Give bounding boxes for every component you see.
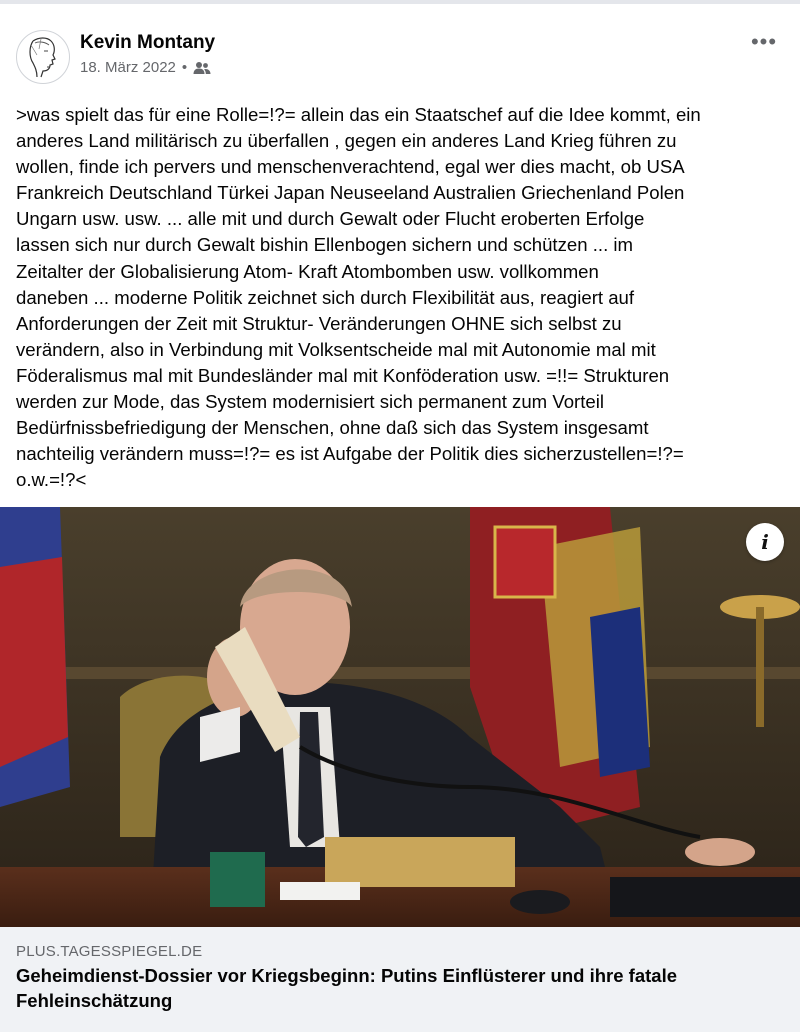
author-name[interactable]: Kevin Montany [80, 32, 216, 53]
meta-separator: • [181, 59, 188, 76]
avatar[interactable] [16, 30, 70, 84]
post-date[interactable]: 18. März 2022 [80, 59, 176, 76]
link-domain: PLUS.TAGESSPIEGEL.DE [16, 943, 203, 960]
link-title[interactable]: Geheimdienst-Dossier vor Kriegsbeginn: Putins Einflüsterer und ihre fatale Fehleinschätzung [16, 965, 677, 1011]
friends-icon[interactable] [193, 61, 211, 75]
link-preview-image[interactable] [0, 507, 800, 927]
more-options-button[interactable]: ••• [750, 29, 778, 54]
top-divider [0, 0, 800, 4]
post-meta [80, 59, 211, 76]
post-header [0, 16, 800, 88]
info-button[interactable]: i [746, 523, 784, 561]
sketch-portrait-icon [17, 31, 69, 83]
link-preview-caption[interactable] [0, 927, 800, 1032]
post-text: >was spielt das für eine Rolle=!?= allein das ein Staatschef auf die Idee kommt, ein anderes Land militärisch zu überfallen , gegen ein anderes Land Krieg führen zu wollen, finde ich pervers und menschenverachtend, egal wer dies macht, ob USA Frankreich Deutschland Türkei Japan Neuseeland Australien Griechenland Polen Ungarn usw. usw. ... alle mit und durch Gewalt oder Flucht eroberten Erfolge lassen sich nur durch Gewalt bishin Ellenbogen sichern und schützen ... im Zeitalter der Globalisierung Atom- Kraft Atombomben usw. vollkommen daneben ... moderne Politik zeichnet sich durch Flexibilität aus, reagiert auf Anforderungen der Zeit mit Struktur- Veränderungen OHNE sich selbst zu verändern, also in Verbindung mit Volksentscheide mal mit Autonomie mal mit Föderalismus mal mit Bundesländer mal mit Konföderation usw. =!!= Strukturen werden zur Mode, das System modernisiert sich permanent zum Vorteil Bedürfnissbefriedigung der Menschen, ohne daß sich das System insgesamt nachteilig verändern muss=!?= es ist Aufgabe der Politik dies sicherzustellen=!?= o.w.=!?< [16, 104, 701, 491]
office-phone-photo [0, 507, 800, 927]
